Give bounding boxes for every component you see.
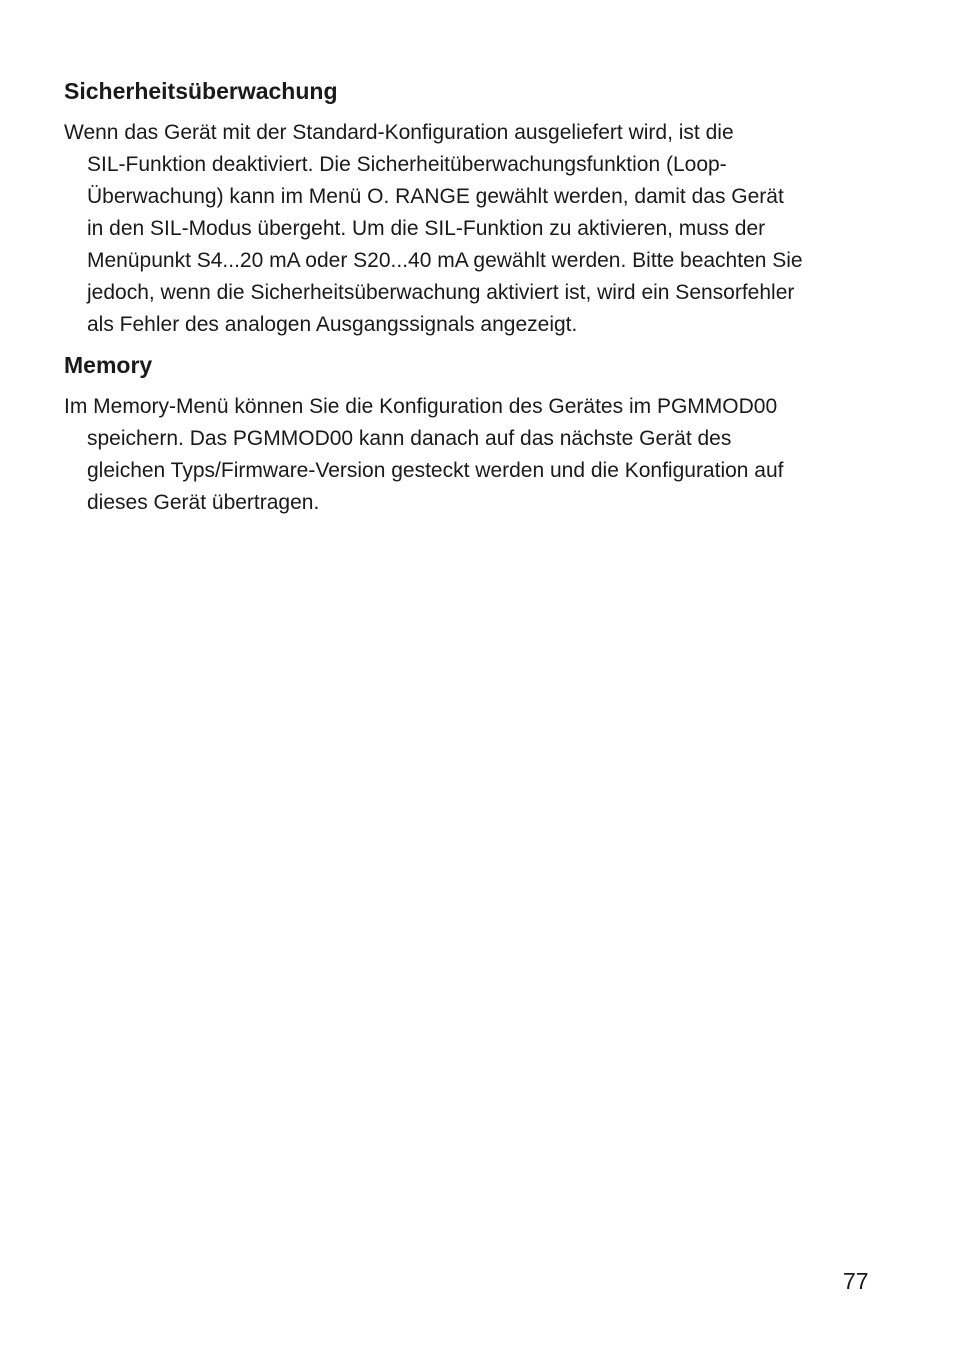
paragraph-line: jedoch, wenn die Sicherheitsüberwachung aktiviert ist, wird ein Sensorfehler	[87, 281, 795, 304]
paragraph-line: gleichen Typs/Firmware-Version gesteckt werden und die Konfiguration auf	[87, 459, 784, 482]
paragraph-line: SIL-Funktion deaktiviert. Die Sicherheitüberwachungsfunktion (Loop-	[87, 153, 727, 176]
paragraph-line: Im Memory-Menü können Sie die Konfiguration des Gerätes im PGMMOD00	[64, 395, 778, 418]
paragraph-line: in den SIL-Modus übergeht. Um die SIL-Funktion zu aktivieren, muss der	[87, 217, 766, 240]
paragraph-line: Überwachung) kann im Menü O. RANGE gewählt werden, damit das Gerät	[87, 185, 784, 208]
page-number: 77	[843, 1268, 869, 1294]
paragraph-line: Menüpunkt S4...20 mA oder S20...40 mA gewählt werden. Bitte beachten Sie	[87, 249, 803, 272]
paragraph-line: Wenn das Gerät mit der Standard-Konfiguration ausgeliefert wird, ist die	[64, 121, 734, 144]
section-heading-memory: Memory	[64, 352, 153, 378]
paragraph-line: dieses Gerät übertragen.	[87, 491, 320, 514]
paragraph-line: als Fehler des analogen Ausgangssignals angezeigt.	[87, 313, 578, 336]
paragraph-line: speichern. Das PGMMOD00 kann danach auf das nächste Gerät des	[87, 427, 732, 450]
section-heading-sicherheitsueberwachung: Sicherheitsüberwachung	[64, 78, 338, 104]
